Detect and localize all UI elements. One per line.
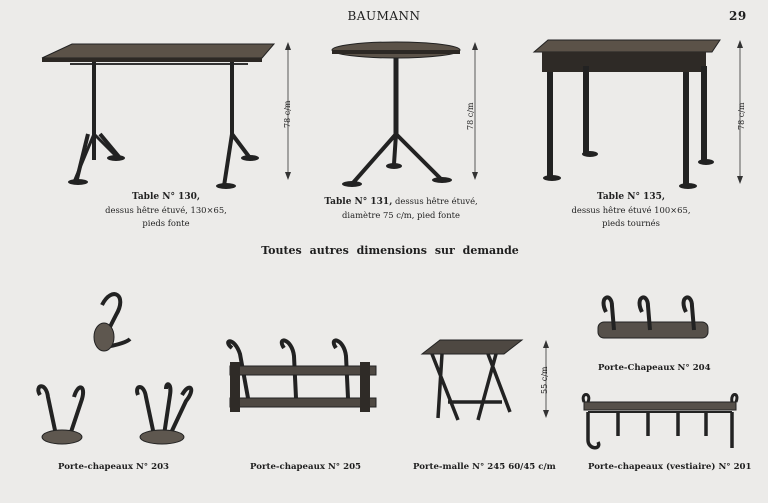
hooks-203-caption: Porte-chapeaux N° 203 [58, 462, 170, 472]
caption-line: dessus hêtre étuvé, [395, 196, 478, 206]
rack-204-caption: Porte-Chapeaux N° 204 [598, 363, 711, 373]
hooks-203-illustration [30, 285, 195, 455]
caption-title: Table N° 131, [324, 197, 393, 207]
svg-text:78 c/m: 78 c/m [283, 100, 292, 128]
page-number: 29 [729, 9, 747, 23]
caption-line: dessus hêtre étuvé 100×65, [571, 205, 691, 215]
dimensions-note: Toutes autres dimensions sur demande [261, 244, 519, 257]
brand-header: BAUMANN [347, 9, 421, 23]
dimension-label [734, 92, 748, 132]
caption-line: pieds tournés [602, 218, 660, 228]
table-130-caption [96, 191, 236, 230]
luggage-rack-245-illustration [418, 336, 553, 426]
rack-205-caption: Porte-chapeaux N° 205 [250, 462, 362, 472]
svg-text:78 c/m: 78 c/m [466, 102, 475, 130]
svg-text:78 c/m: 78 c/m [737, 102, 746, 130]
caption-title: Table N° 135, [596, 192, 666, 202]
svg-text:55 c/m: 55 c/m [540, 366, 549, 394]
table-131-caption [318, 195, 484, 222]
rack-205-illustration [220, 336, 385, 426]
caption-line: pieds fonte [142, 218, 190, 228]
caption-line: diamètre 75 c/m, pied fonte [342, 210, 460, 220]
dimension-label [537, 356, 551, 396]
table-130-illustration [36, 38, 298, 193]
caption-title: Table N° 130, [131, 192, 201, 202]
rack-201-illustration [578, 392, 743, 457]
rack-204-illustration [592, 290, 717, 350]
table-135-illustration [528, 36, 758, 191]
table-135-caption [566, 191, 696, 230]
rack-201-caption: Porte-chapeaux (vestiaire) N° 201 [588, 462, 752, 472]
dimension-label [463, 92, 477, 132]
luggage-rack-245-caption: Porte-malle N° 245 60/45 c/m [413, 462, 556, 472]
dimension-label [280, 90, 294, 130]
caption-line: dessus hêtre étuvé, 130×65, [105, 205, 227, 215]
